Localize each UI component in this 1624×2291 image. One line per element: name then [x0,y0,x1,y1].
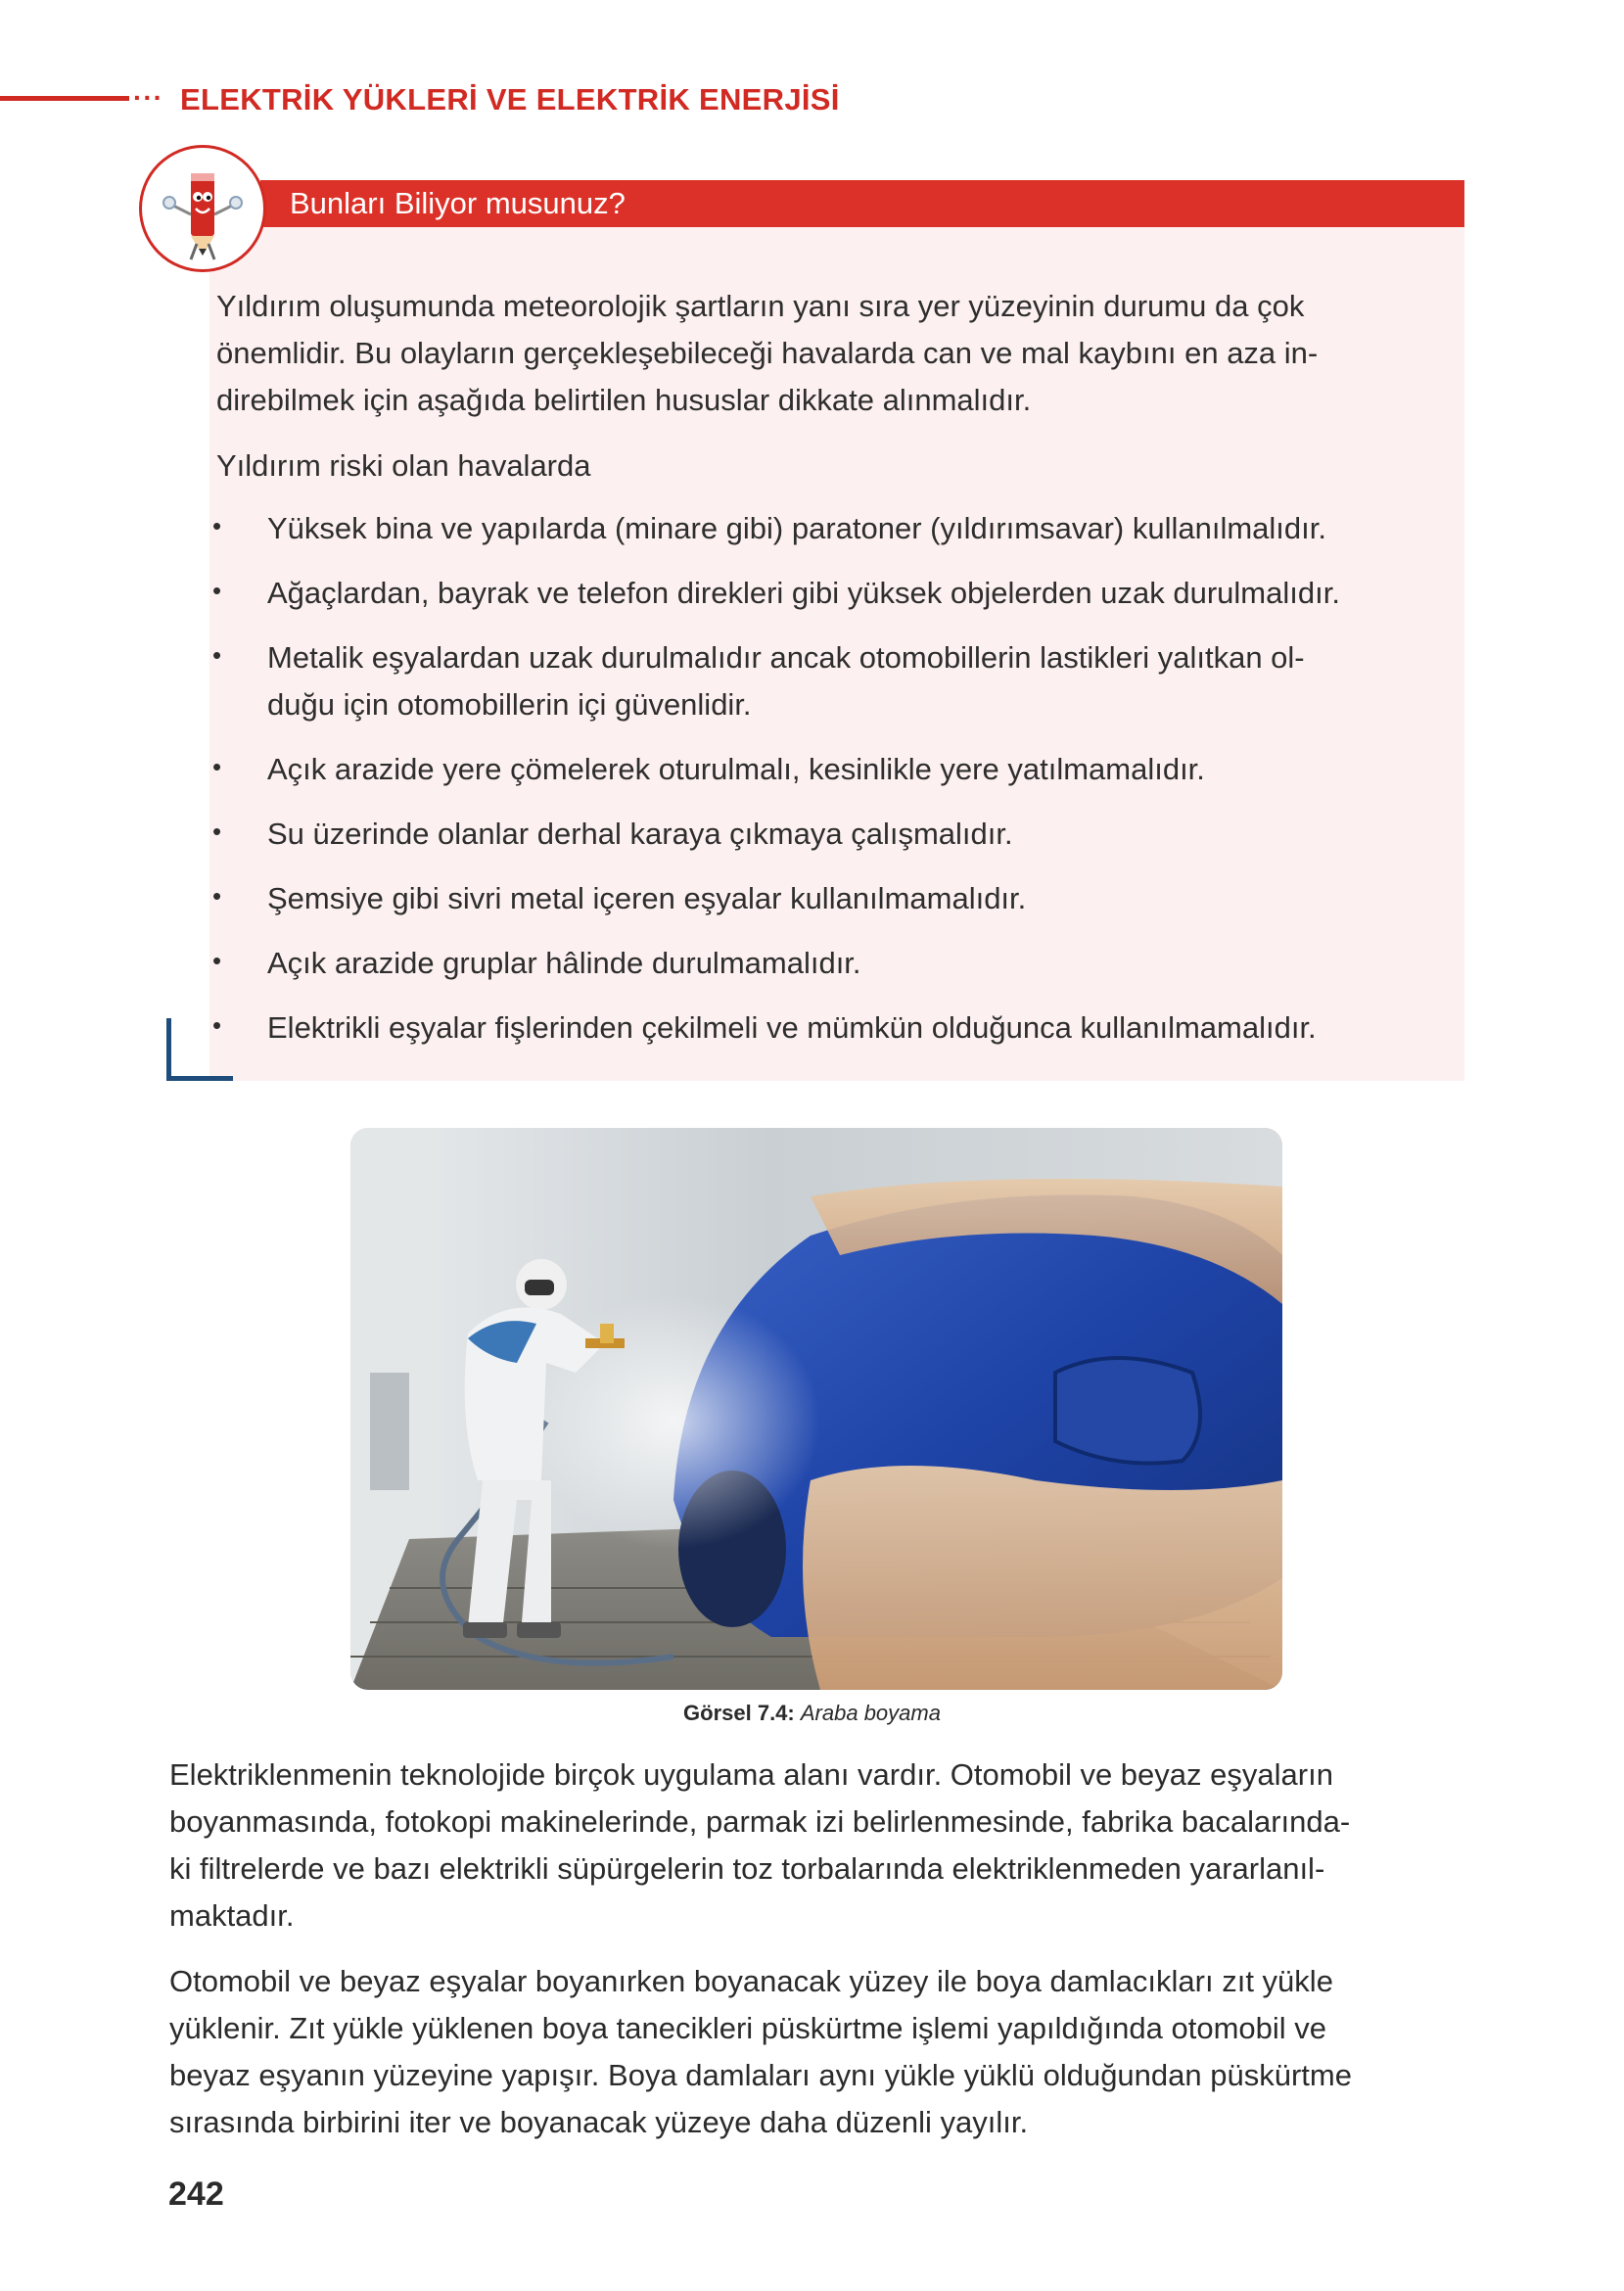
info-intro-line: direbilmek için aşağıda belirtilen hususlar dikkate alınmalıdır. [216,383,1032,417]
figure-caption-text: Araba boyama [800,1701,941,1725]
bullet-icon: • [212,1010,222,1040]
paragraph-line: beyaz eşyanın yüzeyine yapışır. Boya damlaları aynı yükle yüklü olduğundan püskürtme [169,2058,1352,2092]
car-painting-photo [350,1128,1282,1690]
bullet-icon: • [212,946,222,975]
corner-mark [166,1076,233,1081]
page-number: 242 [168,2175,224,2213]
bullet-icon: • [212,576,222,605]
bullet-icon: • [212,640,222,670]
corner-mark [166,1018,171,1081]
chapter-title: ELEKTRİK YÜKLERİ VE ELEKTRİK ENERJİSİ [180,82,840,117]
list-item: Açık arazide yere çömelerek oturulmalı, kesinlikle yere yatılmamalıdır. [267,752,1205,786]
list-item: Şemsiye gibi sivri metal içeren eşyalar kullanılmamalıdır. [267,881,1027,915]
paragraph-line: sırasında birbirini iter ve boyanacak yüzeye daha düzenli yayılır. [169,2105,1029,2139]
info-box-title: Bunları Biliyor musunuz? [290,186,626,220]
header-dots: ··· [133,82,163,113]
list-item-continuation: duğu için otomobillerin içi güvenlidir. [267,687,752,722]
list-item: Su üzerinde olanlar derhal karaya çıkmaya çalışmalıdır. [267,817,1013,851]
list-item: Elektrikli eşyalar fişlerinden çekilmeli ve mümkün olduğunca kullanılmamalıdır. [267,1010,1317,1045]
bullet-icon: • [212,511,222,540]
bullet-icon: • [212,881,222,911]
info-intro-line: önemlidir. Bu olayların gerçekleşebileceği havalarda can ve mal kaybını en aza in- [216,336,1319,370]
header-rule [0,96,129,101]
paragraph-line: Elektriklenmenin teknolojide birçok uygulama alanı vardır. Otomobil ve beyaz eşyaların [169,1757,1333,1792]
pencil-mascot-icon [139,145,266,272]
paragraph-line: yüklenir. Zıt yükle yüklenen boya tanecikleri püskürtme işlemi yapıldığında otomobil ve [169,2011,1327,2045]
paragraph-line: maktadır. [169,1898,295,1933]
figure-label: Görsel 7.4: [683,1701,795,1725]
bullet-icon: • [212,752,222,781]
info-intro-line: Yıldırım oluşumunda meteorolojik şartların yanı sıra yer yüzeyinin durumu da çok [216,289,1305,323]
list-item: Yüksek bina ve yapılarda (minare gibi) paratoner (yıldırımsavar) kullanılmalıdır. [267,511,1327,545]
list-item: Ağaçlardan, bayrak ve telefon direkleri gibi yüksek objelerden uzak durulmalıdır. [267,576,1340,610]
bullet-icon: • [212,817,222,846]
info-subheading: Yıldırım riski olan havalarda [216,448,591,483]
list-item: Metalik eşyalardan uzak durulmalıdır ancak otomobillerin lastikleri yalıtkan ol- [267,640,1305,675]
paragraph-line: boyanmasında, fotokopi makinelerinde, parmak izi belirlenmesinde, fabrika bacalarında- [169,1804,1351,1839]
figure-caption [0,1701,1624,1726]
paragraph-line: Otomobil ve beyaz eşyalar boyanırken boyanacak yüzey ile boya damlacıkları zıt yükle [169,1964,1333,1998]
paragraph-line: ki filtrelerde ve bazı elektrikli süpürgelerin toz torbalarında elektriklenmeden yararlanıl- [169,1851,1325,1886]
list-item: Açık arazide gruplar hâlinde durulmamalıdır. [267,946,861,980]
